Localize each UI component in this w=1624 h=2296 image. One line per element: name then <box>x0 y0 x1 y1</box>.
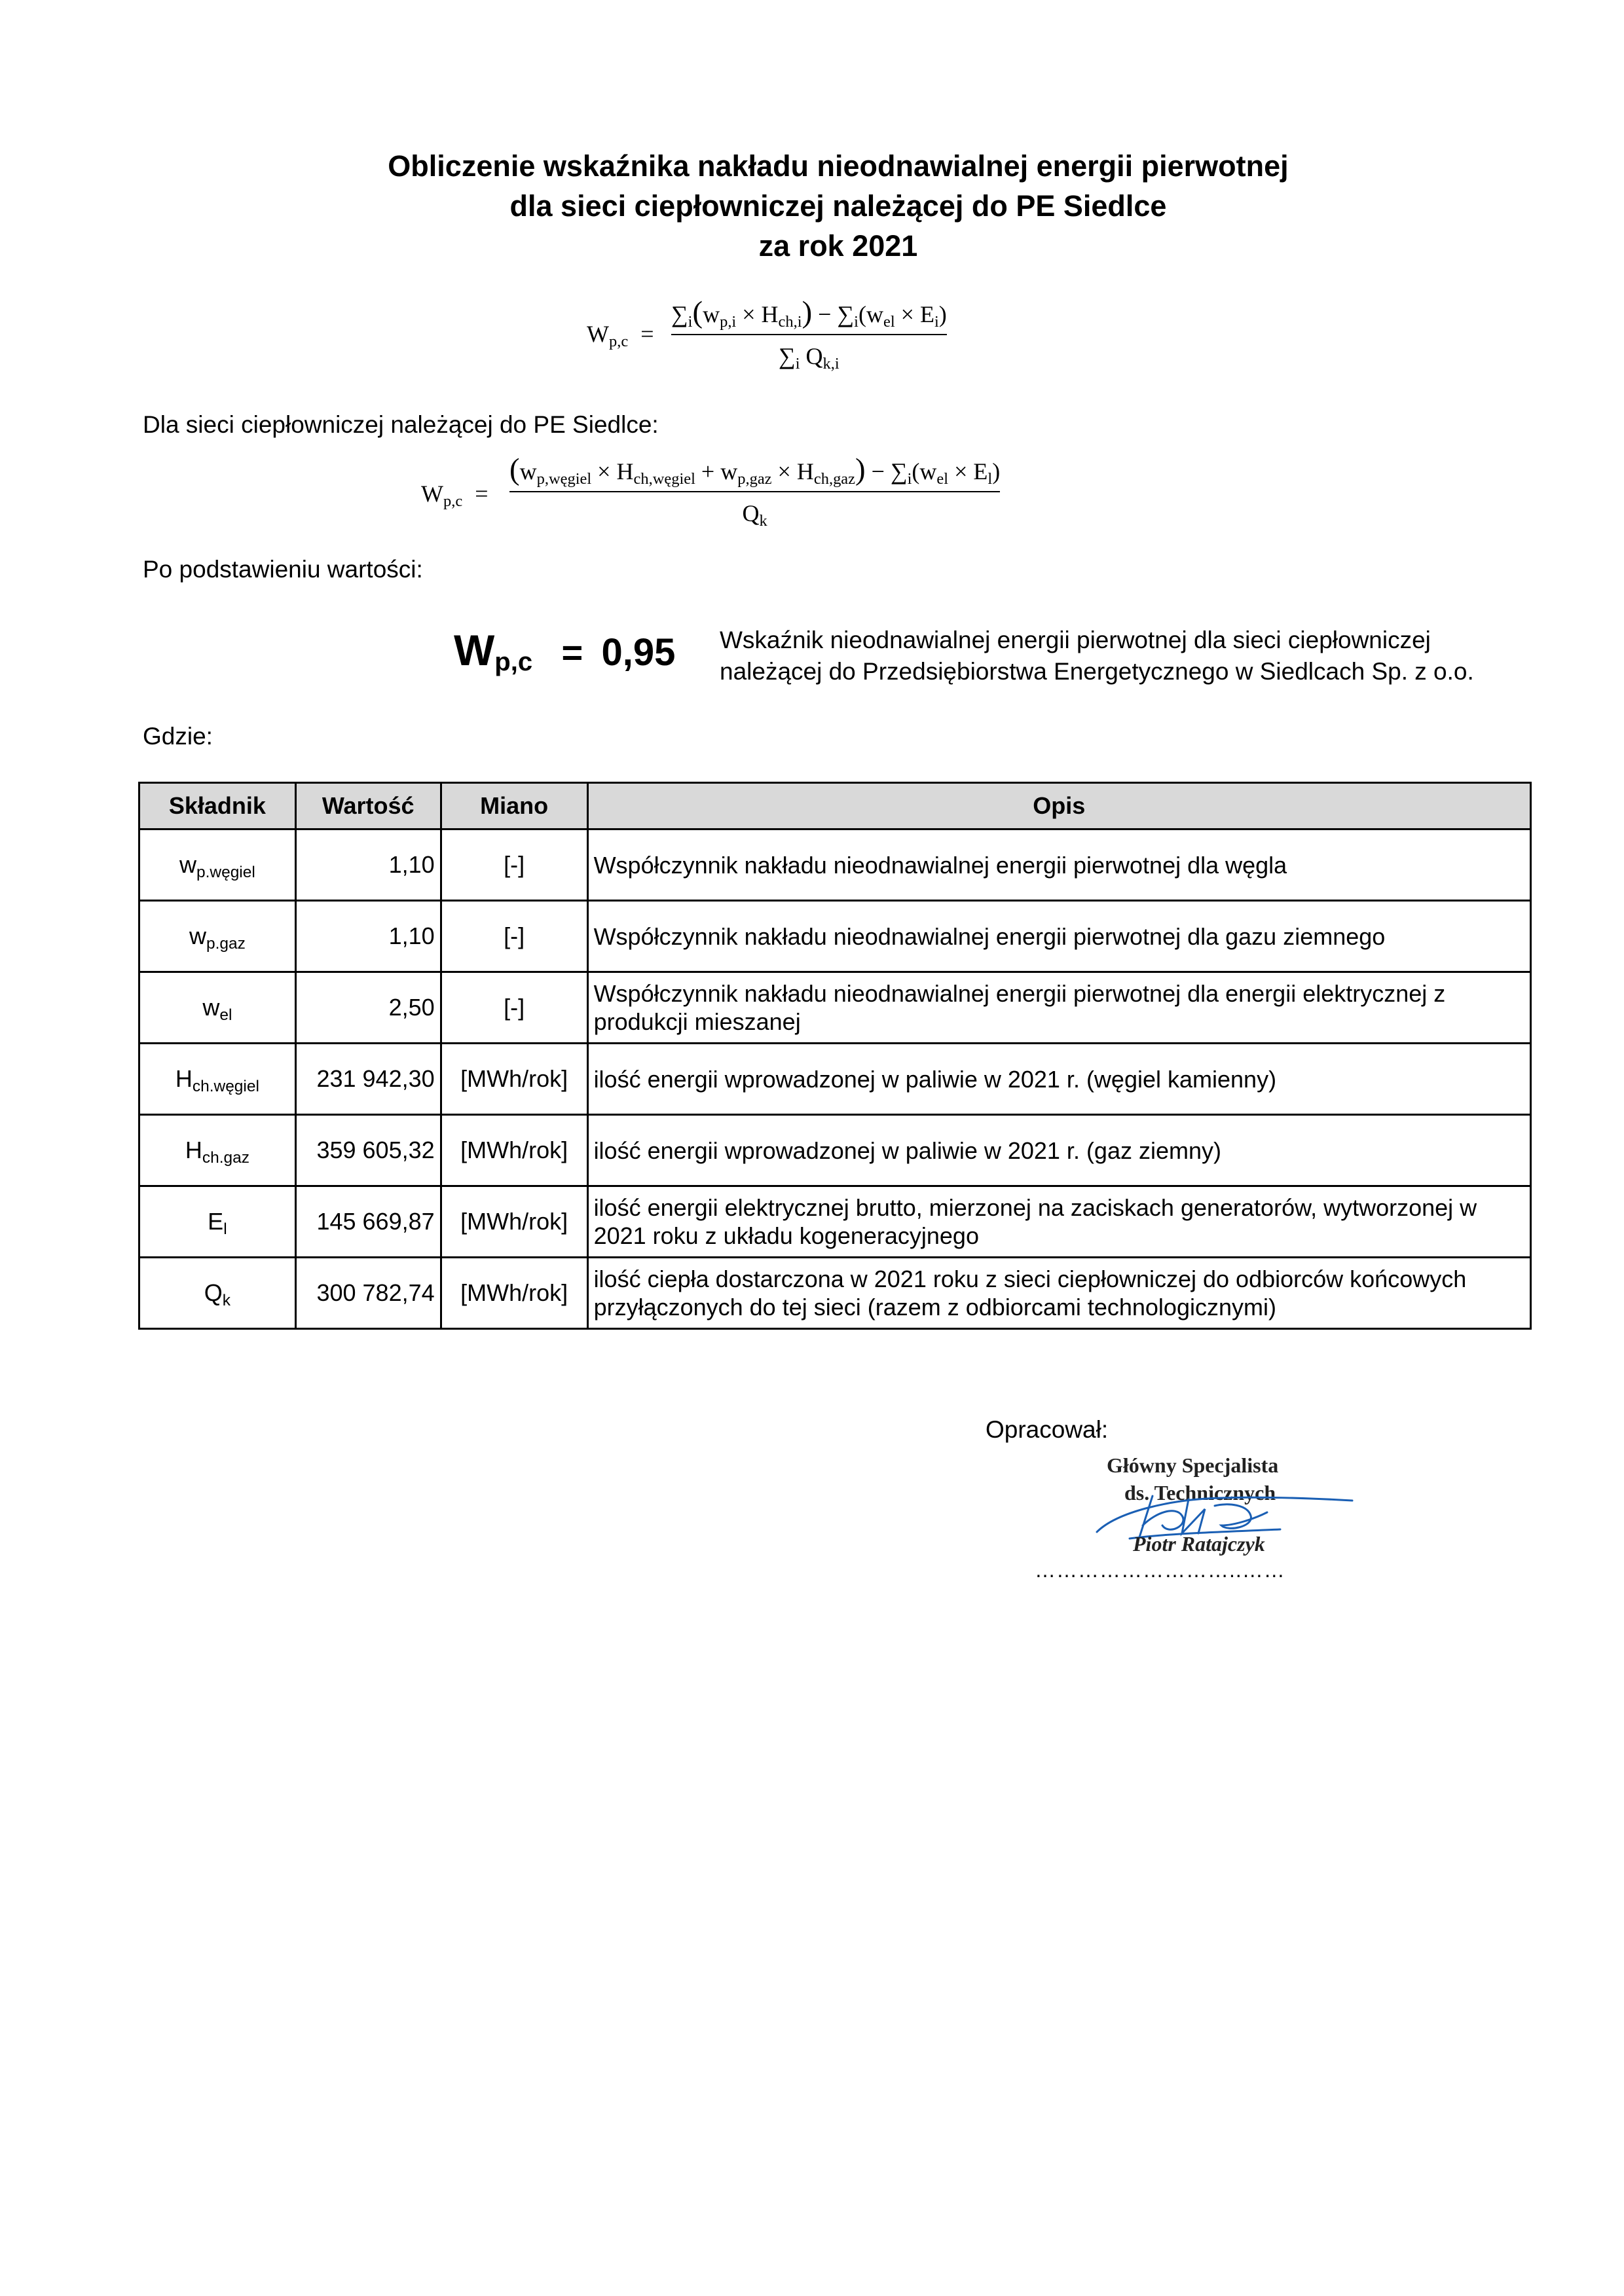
stamp-name: Piotr Ratajczyk <box>1133 1532 1265 1556</box>
table-row <box>139 972 1531 1044</box>
cell-description: ilość energii wprowadzonej w paliwie w 2021 r. (gaz ziemny) <box>587 1115 1530 1186</box>
table-row <box>139 901 1531 972</box>
cell-value: 300 782,74 <box>295 1258 441 1329</box>
cell-unit: [MWh/rok] <box>441 1186 587 1258</box>
document-title-line-3: za rok 2021 <box>758 229 918 263</box>
fraction-bar <box>671 334 947 335</box>
result-description-line-1: Wskaźnik nieodnawialnej energii pierwotnej dla sieci ciepłowniczej <box>720 627 1431 653</box>
cell-symbol: $w_{p.gaz}$ <box>139 901 296 972</box>
formula-specific-denominator: $Q_k$ <box>742 500 767 530</box>
cell-description: Współczynnik nakładu nieodnawialnej energii pierwotnej dla węgla <box>587 829 1530 901</box>
header-wartosc: Wartość <box>295 783 441 829</box>
header-miano: Miano <box>441 783 587 829</box>
formula-general-fraction <box>671 296 947 374</box>
table-row <box>139 1115 1531 1186</box>
formula-general-numerator: $\sum_i(w_{p,i} \times H_{ch,i}) - \sum_i(w_{el} \times E_i)$ <box>671 295 947 331</box>
cell-value: 231 942,30 <box>295 1044 441 1115</box>
document-title-line-2: dla sieci ciepłowniczej należącej do PE Siedlce <box>509 189 1167 223</box>
cell-description: Współczynnik nakładu nieodnawialnej energii pierwotnej dla gazu ziemnego <box>587 901 1530 972</box>
table-row <box>139 829 1531 901</box>
cell-unit: [-] <box>441 972 587 1044</box>
cell-value: 145 669,87 <box>295 1186 441 1258</box>
cell-symbol: $w_{p.węgiel}$ <box>139 829 296 901</box>
cell-symbol: $H_{ch.gaz}$ <box>139 1115 296 1186</box>
cell-description: ilość energii wprowadzonej w paliwie w 2021 r. (węgiel kamienny) <box>587 1044 1530 1115</box>
where-text: Gdzie: <box>143 723 213 750</box>
components-table <box>138 782 1532 1330</box>
cell-unit: [MWh/rok] <box>441 1115 587 1186</box>
table-header-row <box>139 783 1531 829</box>
formula-general-denominator: $\sum_i$ $Q_{k,i}$ <box>779 343 840 373</box>
header-skladnik: Składnik <box>139 783 296 829</box>
stamp-title-line-1: Główny Specjalista <box>1107 1453 1279 1477</box>
cell-unit: [-] <box>441 829 587 901</box>
cell-symbol: $Q_k$ <box>139 1258 296 1329</box>
header-opis: Opis <box>587 783 1530 829</box>
cell-description: ilość energii elektrycznej brutto, mierzonej na zaciskach generatorów, wytworzonej w 2021 roku z układu kogeneracyjnego <box>587 1186 1530 1258</box>
result-description-line-2: należącej do Przedsiębiorstwa Energetycznego w Siedlcach Sp. z o.o. <box>720 658 1474 685</box>
cell-description: ilość ciepła dostarczona w 2021 roku z sieci ciepłowniczej do odbiorców końcowych przyłączonych do tej sieci (razem z odbiorcami technologicznymi) <box>587 1258 1530 1329</box>
cell-unit: [MWh/rok] <box>441 1044 587 1115</box>
document-title-line-1: Obliczenie wskaźnika nakładu nieodnawialnej energii pierwotnej <box>388 149 1289 183</box>
result-value: $W_{p,c} = 0,95$ <box>454 626 676 676</box>
intro-text: Dla sieci ciepłowniczej należącej do PE Siedlce: <box>143 411 659 438</box>
cell-symbol: $w_{el}$ <box>139 972 296 1044</box>
cell-value: 1,10 <box>295 829 441 901</box>
stamp-title-line-2: ds. Technicznych <box>1124 1481 1276 1504</box>
cell-unit: [-] <box>441 901 587 972</box>
substitution-text: Po podstawieniu wartości: <box>143 556 423 583</box>
fraction-bar <box>509 491 1000 492</box>
formula-specific-numerator: $(w_{p,węgiel} \times H_{ch,węgiel} + w_{p,gaz} \times H_{ch,gaz}) - \sum_i(w_{el} \times E_l)$ <box>509 452 1001 488</box>
table-row <box>139 1044 1531 1115</box>
cell-symbol: $E_l$ <box>139 1186 296 1258</box>
cell-symbol: $H_{ch.węgiel}$ <box>139 1044 296 1115</box>
table-row <box>139 1186 1531 1258</box>
table-row <box>139 1258 1531 1329</box>
cell-value: 2,50 <box>295 972 441 1044</box>
cell-description: Współczynnik nakładu nieodnawialnej energii pierwotnej dla energii elektrycznej z produkcji mieszanej <box>587 972 1530 1044</box>
prepared-by-label: Opracował: <box>986 1416 1109 1443</box>
cell-value: 1,10 <box>295 901 441 972</box>
signature-dotted-line: ………………………..…… <box>1035 1558 1285 1582</box>
formula-specific-lhs: $W_{p,c}$ = <box>421 481 489 510</box>
cell-value: 359 605,32 <box>295 1115 441 1186</box>
result-description <box>720 625 1474 687</box>
cell-unit: [MWh/rok] <box>441 1258 587 1329</box>
formula-general-lhs: $W_{p,c}$ = <box>587 321 654 350</box>
formula-specific-fraction <box>509 453 1000 532</box>
